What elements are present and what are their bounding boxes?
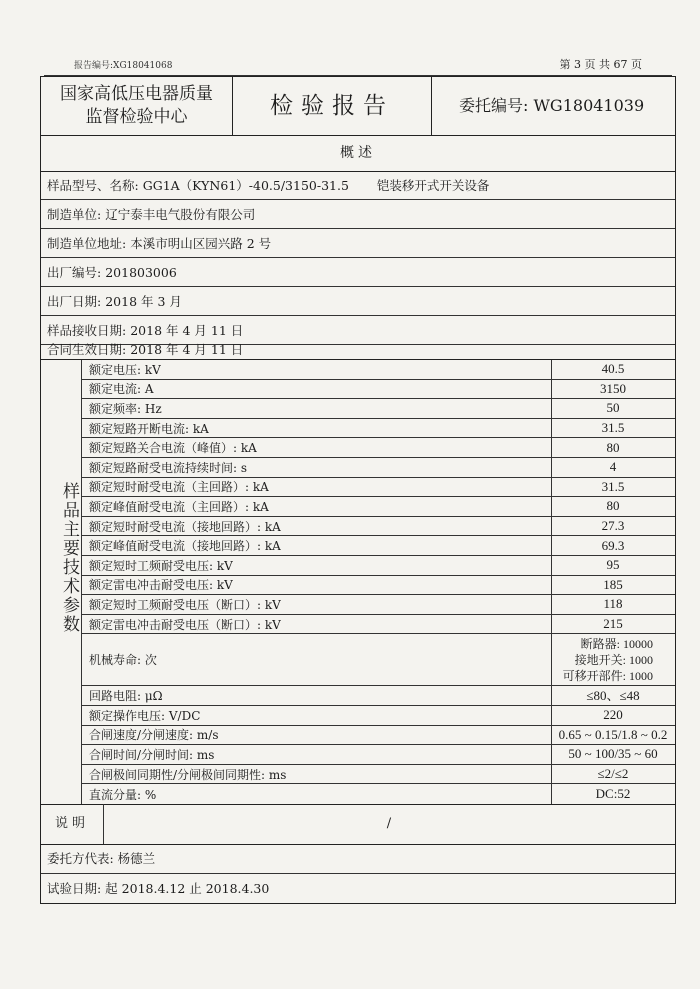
remark-label: 说明	[41, 804, 104, 844]
param-name: 合闸速度/分闸速度: m/s	[89, 728, 219, 743]
param-row	[81, 556, 675, 576]
param-value: 215	[603, 616, 623, 632]
param-name: 额定峰值耐受电流（接地回路）: kA	[89, 539, 281, 554]
page-indicator: 第 3 页 共 67 页	[559, 58, 642, 71]
param-value: 3150	[600, 380, 626, 396]
param-row	[81, 686, 675, 706]
param-value	[551, 634, 675, 685]
params-side-label-cell	[41, 360, 82, 804]
received-label: 样品接收日期:	[47, 323, 127, 338]
param-row	[81, 419, 675, 439]
commission-number: 委托编号: WG18041039	[459, 96, 645, 115]
remark-row	[41, 804, 675, 845]
report-frame	[40, 76, 676, 904]
organization-name	[41, 77, 233, 135]
param-row	[81, 576, 675, 596]
param-value: 95	[606, 557, 620, 573]
param-name: 额定雷电冲击耐受电压（断口）: kV	[89, 617, 281, 632]
param-name: 回路电阻: μΩ	[89, 689, 163, 704]
param-name: 额定雷电冲击耐受电压: kV	[89, 578, 233, 593]
param-name: 合闸极间同期性/分闸极间同期性: ms	[89, 767, 287, 782]
param-row	[81, 706, 675, 726]
param-name: 额定峰值耐受电流（主回路）: kA	[89, 499, 269, 514]
param-row	[81, 615, 675, 635]
address-label: 制造单位地址:	[47, 236, 127, 251]
param-name: 额定操作电压: V/DC	[89, 708, 201, 723]
param-value: 31.5	[601, 420, 625, 436]
parameters-table	[41, 360, 675, 805]
param-value: 31.5	[601, 478, 625, 494]
param-name: 额定电流: A	[89, 382, 154, 397]
param-value: DC:52	[595, 786, 631, 802]
param-row	[81, 478, 675, 498]
address-value: 本溪市明山区园兴路 2 号	[130, 236, 272, 251]
info-row-serial	[41, 258, 675, 287]
param-name: 额定短路关合电流（峰值）: kA	[89, 441, 257, 456]
param-row	[81, 458, 675, 478]
info-row-address	[41, 229, 675, 258]
param-name: 机械寿命: 次	[89, 653, 157, 668]
param-value: 118	[603, 596, 623, 612]
date-value: 2018 年 3 月	[105, 294, 182, 309]
param-row	[81, 517, 675, 537]
param-row	[81, 765, 675, 785]
model-value: GG1A（KYN61）-40.5/3150-31.5	[142, 178, 349, 193]
param-name: 额定短时工频耐受电压: kV	[89, 558, 233, 573]
overview-heading: 概述	[41, 135, 675, 172]
params-side-label: 样品主要技术参数	[59, 482, 79, 634]
param-value: 40.5	[601, 361, 625, 377]
param-row	[81, 745, 675, 765]
maker-value: 辽宁泰丰电气股份有限公司	[105, 207, 256, 222]
param-value: 50	[606, 400, 620, 416]
org-line-1: 国家高低压电器质量	[60, 84, 213, 104]
info-row-date	[41, 287, 675, 316]
param-value-line: 接地开关: 1000	[574, 652, 653, 667]
param-value: 80	[606, 439, 620, 455]
param-value: 50 ~ 100/35 ~ 60	[568, 746, 658, 762]
model-desc: 铠装移开式开关设备	[376, 178, 490, 193]
param-name: 额定短路开断电流: kA	[89, 421, 209, 436]
param-row	[81, 784, 675, 804]
param-name: 额定频率: Hz	[89, 401, 162, 416]
param-row	[81, 595, 675, 615]
param-value: ≤80、≤48	[586, 687, 640, 703]
param-value: 69.3	[601, 537, 625, 553]
client-representative: 委托方代表: 杨德兰	[41, 844, 675, 874]
info-row-model	[41, 171, 675, 200]
param-row	[81, 380, 675, 400]
report-header	[41, 77, 675, 136]
param-row	[81, 438, 675, 458]
info-row-maker	[41, 200, 675, 229]
param-name: 额定短时耐受电流（主回路）: kA	[89, 480, 269, 495]
param-value-line: 可移开部件: 1000	[562, 668, 653, 683]
serial-label: 出厂编号:	[47, 265, 102, 280]
remark-value: /	[386, 816, 392, 831]
received-value: 2018 年 4 月 11 日	[130, 323, 244, 338]
report-number: 报告编号:XG18041068	[74, 61, 173, 71]
param-value: 4	[609, 459, 617, 475]
param-name: 额定电压: kV	[89, 362, 161, 377]
contract-value: 2018 年 4 月 11 日	[130, 342, 244, 357]
param-value: 27.3	[601, 518, 625, 534]
param-row	[81, 634, 675, 686]
param-value: 0.65 ~ 0.15/1.8 ~ 0.2	[558, 726, 668, 742]
param-row	[81, 726, 675, 746]
serial-value: 201803006	[105, 265, 177, 280]
test-date: 试验日期: 起 2018.4.12 止 2018.4.30	[47, 881, 270, 896]
param-name: 合闸时间/分闸时间: ms	[89, 747, 215, 762]
param-value: 80	[606, 498, 620, 514]
top-line	[44, 56, 672, 74]
info-row-contract	[41, 339, 675, 360]
param-name: 直流分量: %	[89, 787, 157, 802]
param-row	[81, 399, 675, 419]
param-name: 额定短时耐受电流（接地回路）: kA	[89, 519, 281, 534]
model-label: 样品型号、名称:	[47, 178, 139, 193]
param-value-line: 断路器: 10000	[580, 636, 653, 651]
param-value: ≤2/≤2	[597, 766, 629, 782]
param-row	[81, 360, 675, 380]
param-value: 220	[603, 707, 623, 723]
param-row	[81, 497, 675, 517]
param-row	[81, 536, 675, 556]
param-name: 额定短时工频耐受电压（断口）: kV	[89, 597, 281, 612]
org-line-2: 监督检验中心	[85, 107, 188, 127]
maker-label: 制造单位:	[47, 207, 102, 222]
date-label: 出厂日期:	[47, 294, 102, 309]
param-value: 185	[603, 576, 623, 592]
report-title: 检验报告	[233, 77, 432, 135]
contract-label: 合同生效日期:	[47, 342, 127, 357]
param-name: 额定短路耐受电流持续时间: s	[89, 460, 248, 475]
